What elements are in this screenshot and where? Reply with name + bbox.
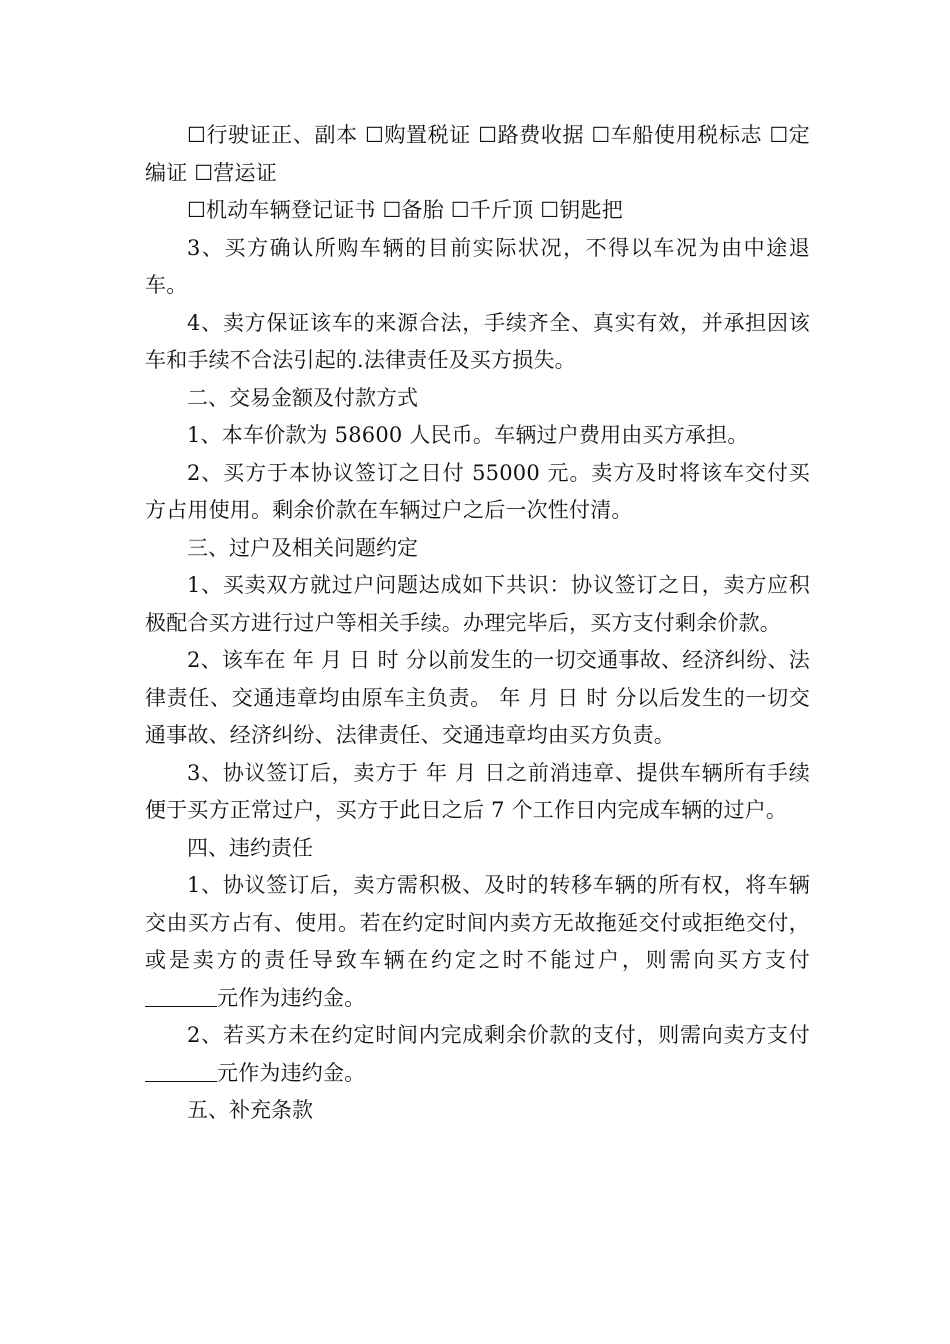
clause-4-1-suffix: 元作为违约金。 — [217, 985, 366, 1010]
section-2-title: 二、交易金额及付款方式 — [187, 385, 418, 410]
penalty-amount-blank — [145, 1060, 217, 1082]
clause-4-2 — [145, 1017, 810, 1092]
clause-3-2: 2、该车在 年 月 日 时 分以前发生的一切交通事故、经济纠纷、法律责任、交通违章均由原车主负责。 年 月 日 时 分以后发生的一切交通事故、经济纠纷、法律责任、交通违章均由买方负责。 — [145, 648, 810, 747]
clause-4-2-suffix: 元作为违约金。 — [217, 1060, 366, 1085]
checklist-documents: ☐行驶证正、副本 ☐购置税证 ☐路费收据 ☐车船使用税标志 ☐定编证 ☐营运证 — [145, 123, 810, 185]
clause-1-3: 3、买方确认所购车辆的目前实际状况，不得以车况为由中途退车。 — [145, 235, 810, 297]
clause-2-2: 2、买方于本协议签订之日付 55000 元。卖方及时将该车交付买方占用使用。剩余价款在车辆过户之后一次性付清。 — [145, 460, 810, 522]
clause-2-1: 1、本车价款为 58600 人民币。车辆过户费用由买方承担。 — [187, 423, 749, 447]
section-4-title: 四、违约责任 — [187, 835, 313, 860]
clause-3-1: 1、买卖双方就过户问题达成如下共识：协议签订之日，卖方应积极配合买方进行过户等相关手续。办理完毕后，买方支付剩余价款。 — [145, 573, 810, 635]
section-3-title: 三、过户及相关问题约定 — [187, 535, 418, 560]
clause-4-1-text: 1、协议签订后，卖方需积极、及时的转移车辆的所有权，将车辆交由买方占有、使用。若在约定时间内卖方无故拖延交付或拒绝交付，或是卖方的责任导致车辆在约定之时不能过户，则需向买方支付 — [145, 873, 810, 972]
document-body — [145, 117, 810, 1130]
clause-1-4: 4、卖方保证该车的来源合法，手续齐全、真实有效，并承担因该车和手续不合法引起的.法律责任及买方损失。 — [145, 310, 810, 372]
clause-3-3: 3、协议签订后，卖方于 年 月 日之前消违章、提供车辆所有手续便于买方正常过户，买方于此日之后 7 个工作日内完成车辆的过户。 — [145, 760, 810, 822]
clause-4-2-text: 2、若买方未在约定时间内完成剩余价款的支付，则需向卖方支付 — [187, 1023, 810, 1047]
clause-4-1 — [145, 867, 810, 1017]
penalty-amount-blank — [145, 985, 217, 1007]
checklist-items: ☐机动车辆登记证书 ☐备胎 ☐千斤顶 ☐钥匙把 — [187, 198, 623, 222]
section-5-title: 五、补充条款 — [187, 1098, 313, 1122]
